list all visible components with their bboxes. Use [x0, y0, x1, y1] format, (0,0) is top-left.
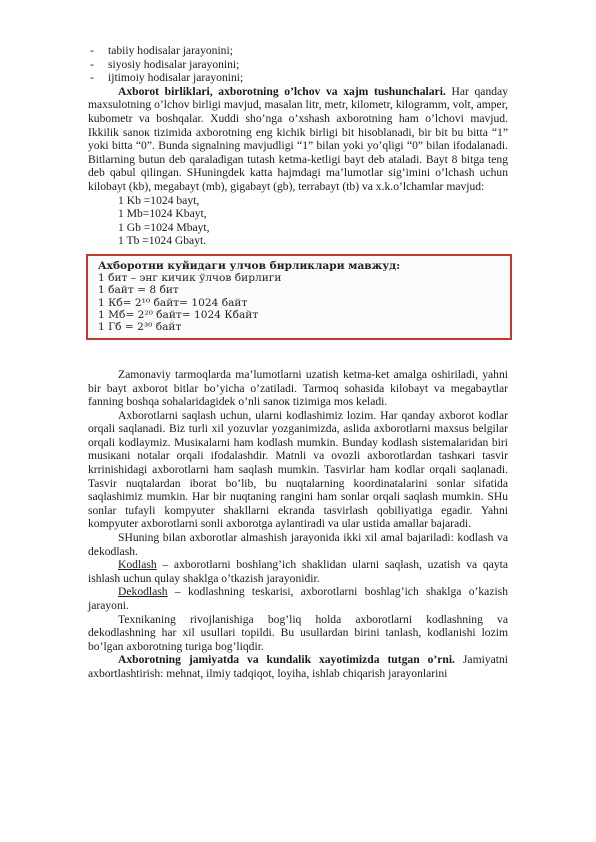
unit-line: 1 Tb =1024 Gbayt. [118, 234, 207, 248]
figure-line: 1 Кб= 2¹⁰ байт= 1024 байт [98, 296, 248, 309]
paragraph-definition [88, 585, 508, 612]
term-kodlash: Kodlash [118, 558, 157, 572]
paragraph-units-intro [88, 85, 508, 194]
list-item [88, 58, 508, 72]
unit-line: 1 Mb=1024 Kbayt, [118, 207, 207, 221]
list-dash: - [90, 57, 94, 71]
paragraph-text: Har qanday maxsulotning o’lchov birligi mavjud, masalan litr, metr, kilometr, kilogramm, volt, amper, kubometr va boshqalar. Xuddi sho’nga o’xshash axborotning ham o’lchovi mavjud. Ikkilik sanoк tizimida axborotning eng kichik birligi bit hisoblanadi, bir bit bu bitta “1” yoki bitta “0”. Bunda signalning mavjudligi “1” bilan yoki yo’qligi “0” bilan ifodalanadi. Bitlarning butun deb qaraladigan tutash ketma-ketligi bayt deb ataladi. Bayt 8 bitga teng deb qabul qilingan. SHuningdek katta hajmdagi ma’lumotlar sig’imini o’lchash uchun kilobayt (kb), megabayt (mb), gigabayt (gb), terrabayt (tb) va x.k.o’lchamlar mavjud: [88, 84, 508, 193]
list-dash: - [90, 71, 94, 85]
paragraph-text: Jamiyatni axbortlashtirish: mehnat, ilmiy tadqiqot, loyiha, ishlab chiqarish jarayonlarini [88, 653, 508, 680]
page-content [88, 44, 508, 681]
list-item-text: siyosiy hodisalar jarayonini; [108, 57, 240, 71]
figure-line: 1 байт = 8 бит [98, 284, 179, 297]
list-item [88, 71, 508, 85]
spacer [88, 340, 508, 368]
definition-text: – axborotlarni boshlang’ich shaklidan ularni saqlash, uzatish va qayta ishlash uchun qulay shaklga o’tkazish jarayonidir. [88, 558, 508, 585]
list-item-text: tabiiy hodisalar jarayonini; [108, 44, 233, 57]
paragraph: SHuning bilan axborotlar almashish jarayonida ikki xil amal bajariladi: kodlash va dekodlash. [88, 531, 508, 558]
figure-line: 1 Гб = 2³⁰ байт [98, 320, 182, 333]
unit-line: 1 Kb =1024 bayt, [118, 193, 200, 207]
figure-line: 1 Мб= 2²⁰ байт= 1024 Кбайт [98, 308, 259, 321]
figure-line: 1 бит – энг кичик ўлчов бирлиги [98, 272, 282, 285]
list-item-text: ijtimoiy hodisalar jarayonini; [108, 71, 244, 85]
paragraph-society [88, 653, 508, 680]
section-heading: Axborotning jamiyatda va kundalik xayotimizda tutgan o’rni. [118, 653, 455, 667]
section-heading: Axborot birliklari, axborotning o’lchov va xajm tushunchalari. [118, 84, 446, 98]
figure-title: Ахборотни куйидаги улчов бирликлари мавжуд: [98, 259, 401, 272]
unit-line: 1 Gb =1024 Mbayt, [118, 220, 210, 234]
paragraph: Axborotlarni saqlash uchun, ularni kodlashimiz lozim. Har qanday axborot kodlar orqali saqlanadi. Biz turli xil yozuvlar yozganimizda, aslida axborotlarni maxsus belgilar orqali kodlaymiz. Musiкalarni ham kodlash mumkin. Bunday kodlash sistemalaridan biri musiкani notalar orqali ifodalashdir. Matnli va ovozli axborotlardan tashкari tasvir krrinishidagi axborotlarni ham saqlash mumkin. Tasvirlar ham kodlar orqali saqlanadi. Tasvir nuqtalardan iborat bo’lib, bu nuqtalarning koordinatalarini sonlar sifatida saqlashimiz mumkin. Har bir nuqtaning rangini ham sonlar orqali saqlash mumkin. SHu sonlar tufayli kompyuter shakllarni ekranda tasvirlash qobiliyatiga egadir. Yahni kompyuter axborotlarni sonli axborotga aylantiradi va ular ustida amallar bajaradi. [88, 408, 508, 531]
list-dash: - [90, 44, 94, 57]
paragraph-definition [88, 558, 508, 585]
list-item [88, 44, 508, 58]
units-figure-box [86, 254, 512, 340]
definition-text: – kodlashning teskarisi, axborotlarni boshlag’ich shaklga o’kazish jarayoni. [88, 585, 508, 612]
paragraph: Zamonaviy tarmoqlarda ma’lumotlarni uzatish ketma-ket amalga oshiriladi, yahni bir bayt axborot bitlar bo’yicha o’zatiladi. Tarmoq sohasida kilobayt va megabaytlar fanning boshqa sohalaridagidek o’nli sanoк tizimiga mos keladi. [88, 367, 508, 409]
term-dekodlash: Dekodlash [118, 585, 168, 599]
paragraph: Texnikaning rivojlanishiga bog’liq holda axborotlarni kodlashning va dekodlashning har xil usullari topildi. Bu usullardan birini tanlash, kodlanishi lozim bo’lgan axborotning turiga bog’liqdir. [88, 612, 508, 653]
units-list [88, 194, 508, 248]
bullet-list [88, 44, 508, 85]
